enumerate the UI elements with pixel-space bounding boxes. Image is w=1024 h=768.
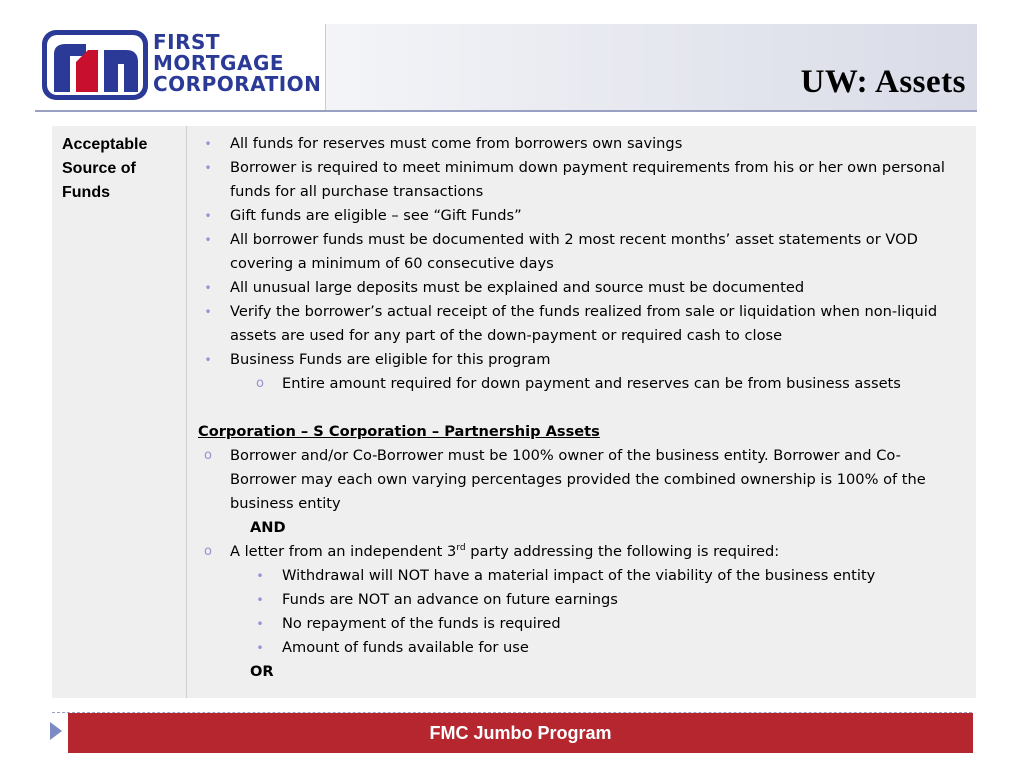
bullet-text: Borrower is required to meet minimum down payment requirements from his or her own personal funds for all purchase transactions <box>230 159 945 200</box>
row-label: Acceptable Source of Funds <box>52 126 187 698</box>
list-item <box>198 444 966 516</box>
bullet-text: Business Funds are eligible for this program <box>230 351 551 368</box>
or-label: OR <box>250 663 274 680</box>
bullet-icon: • <box>204 281 212 295</box>
bullet-icon: • <box>256 569 264 583</box>
list-item <box>198 276 966 300</box>
sub-bullet-text: Entire amount required for down payment and reserves can be from business assets <box>282 375 901 392</box>
bullet-icon: • <box>204 137 212 151</box>
bullet-icon: • <box>256 617 264 631</box>
circle-bullet-icon: o <box>204 448 212 463</box>
row-content <box>187 126 976 698</box>
logo-line-2: MORTGAGE <box>153 51 285 75</box>
footer-bar <box>68 713 973 753</box>
sub-bullet-text: No repayment of the funds is required <box>282 615 561 632</box>
sub-bullet-text: Amount of funds available for use <box>282 639 529 656</box>
letter-intro-text: A letter from an independent 3 <box>230 543 457 560</box>
bullet-icon: • <box>204 305 212 319</box>
letter-intro-rest: party addressing the following is required: <box>465 543 780 560</box>
sub-list-item <box>198 564 966 588</box>
logo-wordmark <box>153 32 321 95</box>
bullet-icon: • <box>204 233 212 247</box>
sub-bullet-text: Funds are NOT an advance on future earnings <box>282 591 618 608</box>
bullet-icon: • <box>204 353 212 367</box>
logo-line-1: FIRST <box>153 30 221 54</box>
list-item <box>198 204 966 228</box>
logo-mark-icon <box>40 28 150 102</box>
sub-list-item <box>198 372 966 396</box>
bullet-icon: • <box>256 641 264 655</box>
list-item <box>198 228 966 276</box>
list-item <box>198 540 966 564</box>
and-label: AND <box>250 519 286 536</box>
ordinal-suffix: rd <box>456 543 466 554</box>
play-arrow-icon <box>50 722 62 740</box>
content-table <box>52 126 976 698</box>
bullet-icon: • <box>204 209 212 223</box>
sub-list-item <box>198 612 966 636</box>
bullet-text: Borrower and/or Co-Borrower must be 100% owner of the business entity. Borrower and Co-Borrower may each own varying percentages provided the combined ownership is 100% of the business entity <box>230 447 926 512</box>
list-item <box>198 300 966 348</box>
spacer <box>198 396 966 420</box>
bullet-text: All borrower funds must be documented with 2 most recent months’ asset statements or VOD covering a minimum of 60 consecutive days <box>230 231 918 272</box>
bullet-text <box>230 543 779 560</box>
list-item <box>198 132 966 156</box>
bullet-text: All unusual large deposits must be explained and source must be documented <box>230 279 805 296</box>
sub-list-item <box>198 588 966 612</box>
bullet-text: All funds for reserves must come from borrowers own savings <box>230 135 683 152</box>
bullet-text: Gift funds are eligible – see “Gift Funds” <box>230 207 522 224</box>
company-logo <box>35 24 326 110</box>
footer-label: FMC Jumbo Program <box>429 722 612 743</box>
list-item <box>198 156 966 204</box>
section-subheading: Corporation – S Corporation – Partnership Assets <box>198 423 600 440</box>
bullet-icon: • <box>256 593 264 607</box>
circle-bullet-icon: o <box>256 376 264 391</box>
bullet-text: Verify the borrower’s actual receipt of the funds realized from sale or liquidation when non-liquid assets are used for any part of the down-payment or required cash to close <box>230 303 938 344</box>
logo-line-3: CORPORATION <box>153 72 322 96</box>
circle-bullet-icon: o <box>204 544 212 559</box>
sub-list-item <box>198 636 966 660</box>
list-item <box>198 348 966 372</box>
slide-title: UW: Assets <box>800 64 966 100</box>
sub-bullet-text: Withdrawal will NOT have a material impact of the viability of the business entity <box>282 567 876 584</box>
bullet-icon: • <box>204 161 212 175</box>
